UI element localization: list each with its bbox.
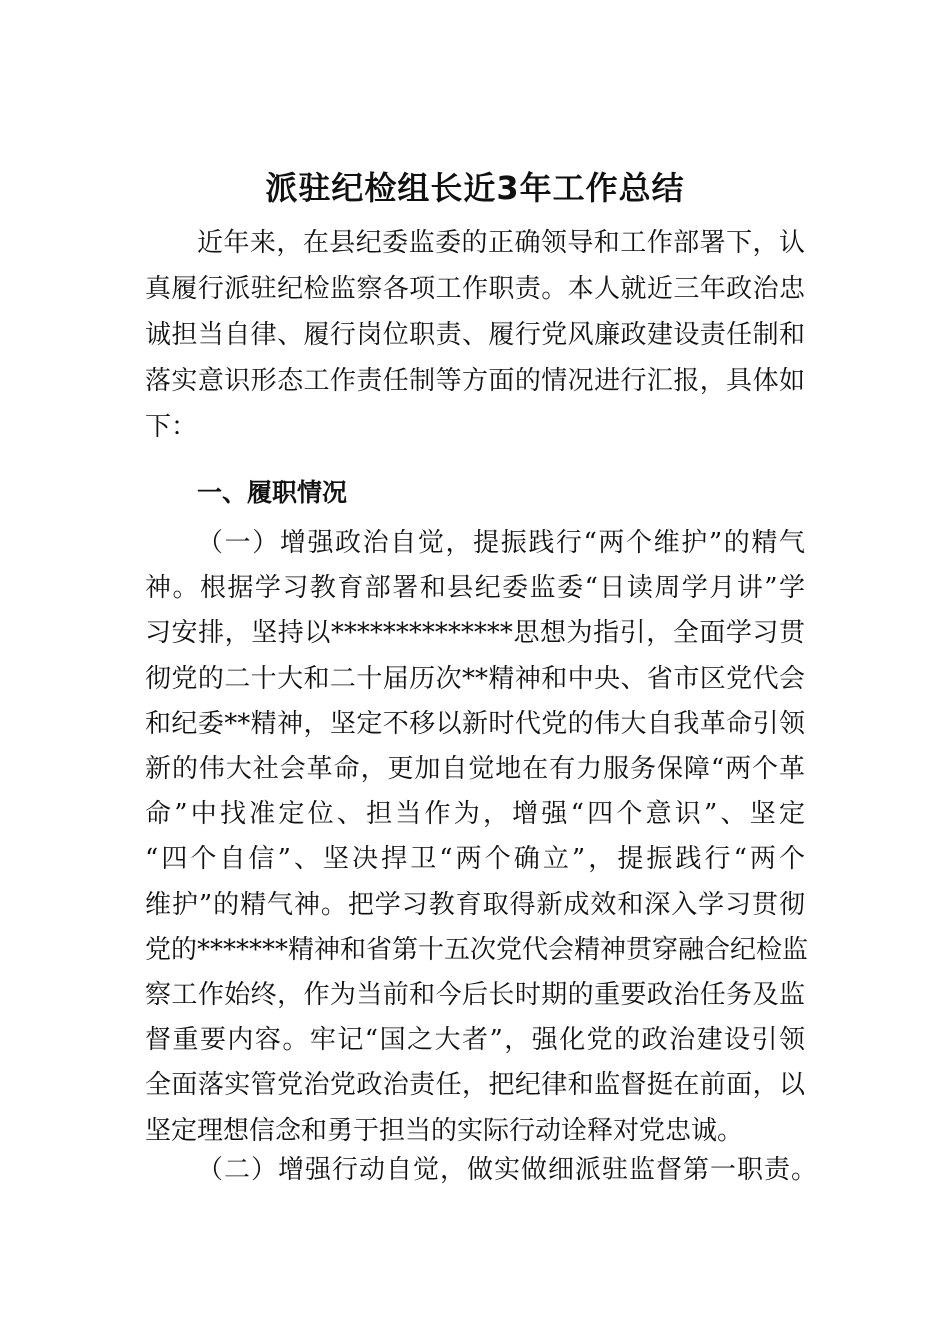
paragraph-line: 彻党的二十大和二十届历次**精神和中央、省市区党代会 <box>145 663 805 694</box>
paragraph-line: 习安排，坚持以**************思想为指引，全面学习贯 <box>145 618 805 649</box>
paragraph-line: 党的*******精神和省第十五次党代会精神贯穿融合纪检监 <box>145 934 809 965</box>
intro-line: 真履行派驻纪检监察各项工作职责。本人就近三年政治忠 <box>145 274 805 304</box>
paragraph-line: 察工作始终，作为当前和今后长时期的重要政治任务及监 <box>145 980 805 1010</box>
document-title: 派驻纪检组长近3年工作总结 <box>265 169 685 207</box>
intro-line: 诚担当自律、履行岗位职责、履行党风廉政建设责任制和 <box>145 320 805 350</box>
intro-line: 近年来，在县纪委监委的正确领导和工作部署下，认 <box>197 228 805 258</box>
paragraph-line: 和纪委**精神，坚定不移以新时代党的伟大自我革命引领 <box>145 708 805 739</box>
paragraph-line: 维护”的精气神。把学习教育取得新成效和深入学习贯彻 <box>145 889 805 920</box>
subsection-heading: （二）增强行动自觉，做实做细派驻监督第一职责。 <box>197 1155 819 1185</box>
paragraph-line: “四个自信”、坚决捍卫“两个确立”，提振践行“两个 <box>145 844 805 875</box>
intro-line: 落实意识形态工作责任制等方面的情况进行汇报，具体如 <box>145 366 805 396</box>
paragraph-line: 新的伟大社会革命，更加自觉地在有力服务保障“两个革 <box>145 754 805 784</box>
paragraph-line: 坚定理想信念和勇于担当的实际行动诠释对党忠诚。 <box>145 1115 744 1146</box>
paragraph-line: 全面落实管党治党政治责任，把纪律和监督挺在前面，以 <box>145 1070 805 1101</box>
paragraph-line: 命”中找准定位、担当作为，增强“四个意识”、坚定 <box>145 799 805 830</box>
paragraph-line: （一）增强政治自觉，提振践行“两个维护”的精气 <box>197 528 805 558</box>
paragraph-line: 督重要内容。牢记“国之大者”，强化党的政治建设引领 <box>145 1025 805 1056</box>
intro-line: 下： <box>145 412 198 442</box>
section-heading: 一、履职情况 <box>197 478 348 507</box>
paragraph-line: 神。根据学习教育部署和县纪委监委“日读周学月讲”学 <box>145 573 805 604</box>
